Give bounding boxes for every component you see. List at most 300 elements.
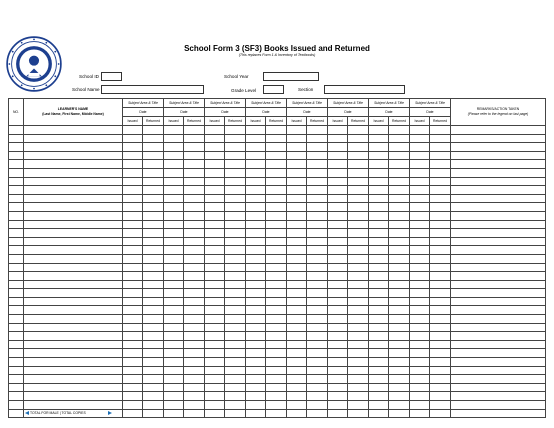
table-cell[interactable] (328, 297, 348, 306)
table-cell[interactable] (184, 126, 205, 135)
table-cell[interactable] (164, 237, 184, 246)
table-cell[interactable] (164, 186, 184, 195)
table-cell[interactable] (410, 211, 430, 220)
table-cell[interactable] (328, 315, 348, 324)
table-cell[interactable] (451, 126, 546, 135)
table-cell[interactable] (389, 375, 410, 384)
table-cell[interactable] (184, 160, 205, 169)
table-cell[interactable] (143, 134, 164, 143)
table-cell[interactable] (348, 340, 369, 349)
table-cell[interactable] (307, 375, 328, 384)
table-cell[interactable] (266, 177, 287, 186)
table-cell[interactable] (389, 143, 410, 152)
table-cell[interactable] (184, 297, 205, 306)
table-cell[interactable] (266, 151, 287, 160)
table-cell[interactable] (164, 340, 184, 349)
table-cell[interactable] (123, 134, 143, 143)
table-cell[interactable] (430, 306, 451, 315)
table-cell[interactable] (9, 134, 24, 143)
table-cell[interactable] (225, 168, 246, 177)
table-cell[interactable] (369, 186, 389, 195)
table-cell[interactable] (143, 177, 164, 186)
table-cell[interactable] (410, 332, 430, 341)
table-cell[interactable] (348, 126, 369, 135)
table-cell[interactable] (164, 272, 184, 281)
table-cell[interactable] (348, 143, 369, 152)
table-cell[interactable] (430, 263, 451, 272)
table-cell[interactable] (24, 289, 123, 298)
table-cell[interactable] (430, 392, 451, 401)
table-cell[interactable] (287, 315, 307, 324)
table-cell[interactable] (225, 375, 246, 384)
table-cell[interactable] (307, 401, 328, 410)
table-cell[interactable] (225, 315, 246, 324)
table-cell[interactable] (287, 289, 307, 298)
table-cell[interactable] (307, 134, 328, 143)
table-cell[interactable] (9, 340, 24, 349)
table-cell[interactable] (287, 229, 307, 238)
table-cell[interactable] (205, 358, 225, 367)
table-cell[interactable] (9, 332, 24, 341)
table-cell[interactable] (451, 332, 546, 341)
table-cell[interactable] (123, 263, 143, 272)
table-cell[interactable] (184, 272, 205, 281)
table-cell[interactable] (184, 203, 205, 212)
table-cell[interactable] (123, 186, 143, 195)
table-cell[interactable] (246, 246, 266, 255)
table-cell[interactable] (205, 220, 225, 229)
table-cell[interactable] (9, 203, 24, 212)
table-cell[interactable] (307, 194, 328, 203)
table-cell[interactable] (24, 254, 123, 263)
table-cell[interactable] (410, 340, 430, 349)
table-cell[interactable] (143, 289, 164, 298)
table-cell[interactable] (24, 126, 123, 135)
table-cell[interactable] (348, 332, 369, 341)
table-cell[interactable] (369, 392, 389, 401)
table-cell[interactable] (24, 177, 123, 186)
table-cell[interactable] (123, 126, 143, 135)
table-cell[interactable] (266, 237, 287, 246)
table-cell[interactable] (307, 143, 328, 152)
table-cell[interactable] (451, 315, 546, 324)
table-cell[interactable] (164, 375, 184, 384)
table-cell[interactable] (164, 211, 184, 220)
table-cell[interactable] (24, 315, 123, 324)
table-cell[interactable] (389, 177, 410, 186)
table-cell[interactable] (266, 263, 287, 272)
table-cell[interactable] (328, 375, 348, 384)
table-cell[interactable] (205, 315, 225, 324)
table-cell[interactable] (451, 280, 546, 289)
table-cell[interactable] (430, 349, 451, 358)
table-cell[interactable] (369, 401, 389, 410)
table-cell[interactable] (430, 315, 451, 324)
table-cell[interactable] (24, 229, 123, 238)
table-cell[interactable] (430, 401, 451, 410)
table-cell[interactable] (430, 375, 451, 384)
table-cell[interactable] (307, 177, 328, 186)
table-cell[interactable] (205, 237, 225, 246)
table-cell[interactable] (205, 306, 225, 315)
table-cell[interactable] (9, 383, 24, 392)
table-cell[interactable] (9, 349, 24, 358)
table-cell[interactable] (246, 375, 266, 384)
table-cell[interactable] (430, 168, 451, 177)
table-cell[interactable] (205, 194, 225, 203)
table-cell[interactable] (143, 383, 164, 392)
table-cell[interactable] (348, 306, 369, 315)
table-cell[interactable] (410, 272, 430, 281)
table-cell[interactable] (348, 392, 369, 401)
table-cell[interactable] (205, 332, 225, 341)
table-cell[interactable] (205, 151, 225, 160)
table-cell[interactable] (451, 254, 546, 263)
table-cell[interactable] (266, 168, 287, 177)
table-cell[interactable] (389, 151, 410, 160)
table-cell[interactable] (348, 237, 369, 246)
table-cell[interactable] (9, 263, 24, 272)
table-cell[interactable] (205, 246, 225, 255)
table-cell[interactable] (307, 315, 328, 324)
table-cell[interactable] (143, 246, 164, 255)
table-cell[interactable] (287, 383, 307, 392)
table-cell[interactable] (266, 332, 287, 341)
table-cell[interactable] (410, 246, 430, 255)
table-cell[interactable] (389, 383, 410, 392)
table-cell[interactable] (164, 229, 184, 238)
table-cell[interactable] (24, 297, 123, 306)
table-cell[interactable] (328, 194, 348, 203)
table-cell[interactable] (164, 143, 184, 152)
table-cell[interactable] (410, 366, 430, 375)
table-cell[interactable] (287, 186, 307, 195)
table-cell[interactable] (9, 246, 24, 255)
table-cell[interactable] (246, 358, 266, 367)
table-cell[interactable] (246, 203, 266, 212)
table-cell[interactable] (184, 211, 205, 220)
table-cell[interactable] (24, 340, 123, 349)
table-cell[interactable] (24, 143, 123, 152)
table-cell[interactable] (389, 126, 410, 135)
table-cell[interactable] (266, 194, 287, 203)
table-cell[interactable] (9, 392, 24, 401)
table-cell[interactable] (307, 306, 328, 315)
table-cell[interactable] (389, 315, 410, 324)
table-cell[interactable] (389, 323, 410, 332)
table-cell[interactable] (389, 358, 410, 367)
table-cell[interactable] (9, 375, 24, 384)
table-cell[interactable] (123, 160, 143, 169)
table-cell[interactable] (246, 168, 266, 177)
table-cell[interactable] (205, 211, 225, 220)
table-cell[interactable] (369, 315, 389, 324)
table-cell[interactable] (164, 220, 184, 229)
table-cell[interactable] (24, 280, 123, 289)
table-cell[interactable] (410, 263, 430, 272)
table-cell[interactable] (246, 383, 266, 392)
table-cell[interactable] (307, 229, 328, 238)
table-cell[interactable] (369, 263, 389, 272)
table-cell[interactable] (266, 383, 287, 392)
table-cell[interactable] (24, 263, 123, 272)
table-cell[interactable] (225, 306, 246, 315)
table-cell[interactable] (24, 160, 123, 169)
table-cell[interactable] (369, 366, 389, 375)
table-cell[interactable] (24, 366, 123, 375)
table-cell[interactable] (164, 383, 184, 392)
table-cell[interactable] (430, 383, 451, 392)
table-cell[interactable] (225, 194, 246, 203)
table-cell[interactable] (184, 143, 205, 152)
table-cell[interactable] (164, 323, 184, 332)
table-cell[interactable] (307, 340, 328, 349)
table-cell[interactable] (451, 401, 546, 410)
table-cell[interactable] (369, 254, 389, 263)
table-cell[interactable] (307, 246, 328, 255)
table-cell[interactable] (184, 134, 205, 143)
table-cell[interactable] (266, 375, 287, 384)
table-cell[interactable] (225, 349, 246, 358)
table-cell[interactable] (307, 280, 328, 289)
table-cell[interactable] (430, 126, 451, 135)
table-cell[interactable] (348, 151, 369, 160)
table-cell[interactable] (9, 177, 24, 186)
table-cell[interactable] (123, 323, 143, 332)
table-cell[interactable] (451, 229, 546, 238)
table-cell[interactable] (24, 168, 123, 177)
table-cell[interactable] (225, 186, 246, 195)
table-cell[interactable] (266, 306, 287, 315)
table-cell[interactable] (123, 151, 143, 160)
table-cell[interactable] (184, 177, 205, 186)
table-cell[interactable] (369, 237, 389, 246)
table-cell[interactable] (184, 151, 205, 160)
table-cell[interactable] (225, 229, 246, 238)
table-cell[interactable] (348, 375, 369, 384)
table-cell[interactable] (24, 401, 123, 410)
table-cell[interactable] (430, 272, 451, 281)
table-cell[interactable] (410, 306, 430, 315)
table-cell[interactable] (410, 168, 430, 177)
table-cell[interactable] (184, 246, 205, 255)
table-cell[interactable] (246, 297, 266, 306)
table-cell[interactable] (164, 263, 184, 272)
table-cell[interactable] (205, 289, 225, 298)
table-cell[interactable] (328, 280, 348, 289)
table-cell[interactable] (9, 194, 24, 203)
table-cell[interactable] (328, 358, 348, 367)
table-cell[interactable] (184, 349, 205, 358)
table-cell[interactable] (328, 263, 348, 272)
table-cell[interactable] (9, 297, 24, 306)
section-field[interactable] (324, 85, 405, 94)
table-cell[interactable] (287, 358, 307, 367)
table-cell[interactable] (225, 401, 246, 410)
table-cell[interactable] (348, 160, 369, 169)
table-cell[interactable] (389, 194, 410, 203)
table-cell[interactable] (143, 229, 164, 238)
table-cell[interactable] (164, 203, 184, 212)
table-cell[interactable] (410, 194, 430, 203)
table-cell[interactable] (266, 280, 287, 289)
table-cell[interactable] (184, 392, 205, 401)
table-cell[interactable] (307, 366, 328, 375)
table-cell[interactable] (451, 263, 546, 272)
table-cell[interactable] (348, 289, 369, 298)
table-cell[interactable] (410, 375, 430, 384)
table-cell[interactable] (410, 134, 430, 143)
table-cell[interactable] (123, 375, 143, 384)
table-cell[interactable] (287, 194, 307, 203)
table-cell[interactable] (287, 254, 307, 263)
table-cell[interactable] (9, 315, 24, 324)
table-cell[interactable] (205, 254, 225, 263)
table-cell[interactable] (164, 306, 184, 315)
table-cell[interactable] (369, 280, 389, 289)
table-cell[interactable] (389, 306, 410, 315)
table-cell[interactable] (430, 366, 451, 375)
table-cell[interactable] (451, 383, 546, 392)
table-cell[interactable] (410, 237, 430, 246)
table-cell[interactable] (184, 254, 205, 263)
table-cell[interactable] (287, 134, 307, 143)
table-cell[interactable] (307, 289, 328, 298)
table-cell[interactable] (246, 194, 266, 203)
table-cell[interactable] (348, 177, 369, 186)
table-cell[interactable] (307, 237, 328, 246)
table-cell[interactable] (164, 392, 184, 401)
table-cell[interactable] (143, 392, 164, 401)
table-cell[interactable] (143, 340, 164, 349)
table-cell[interactable] (451, 272, 546, 281)
table-cell[interactable] (451, 289, 546, 298)
table-cell[interactable] (451, 366, 546, 375)
table-cell[interactable] (143, 194, 164, 203)
table-cell[interactable] (164, 280, 184, 289)
table-cell[interactable] (164, 401, 184, 410)
table-cell[interactable] (225, 323, 246, 332)
table-cell[interactable] (184, 358, 205, 367)
table-cell[interactable] (389, 246, 410, 255)
table-cell[interactable] (246, 237, 266, 246)
table-cell[interactable] (389, 203, 410, 212)
table-cell[interactable] (123, 315, 143, 324)
table-cell[interactable] (205, 340, 225, 349)
table-cell[interactable] (205, 349, 225, 358)
table-cell[interactable] (287, 366, 307, 375)
table-cell[interactable] (266, 143, 287, 152)
table-cell[interactable] (184, 168, 205, 177)
table-cell[interactable] (9, 323, 24, 332)
table-cell[interactable] (9, 143, 24, 152)
table-cell[interactable] (143, 315, 164, 324)
table-cell[interactable] (205, 375, 225, 384)
table-cell[interactable] (123, 272, 143, 281)
table-cell[interactable] (430, 177, 451, 186)
table-cell[interactable] (307, 151, 328, 160)
table-cell[interactable] (307, 272, 328, 281)
table-cell[interactable] (369, 126, 389, 135)
table-cell[interactable] (9, 126, 24, 135)
table-cell[interactable] (164, 126, 184, 135)
table-cell[interactable] (205, 392, 225, 401)
table-cell[interactable] (246, 323, 266, 332)
table-cell[interactable] (348, 297, 369, 306)
table-cell[interactable] (246, 306, 266, 315)
table-cell[interactable] (389, 332, 410, 341)
table-cell[interactable] (287, 280, 307, 289)
table-cell[interactable] (143, 151, 164, 160)
table-cell[interactable] (266, 126, 287, 135)
table-cell[interactable] (451, 203, 546, 212)
table-cell[interactable] (369, 297, 389, 306)
table-cell[interactable] (410, 289, 430, 298)
table-cell[interactable] (266, 220, 287, 229)
table-cell[interactable] (348, 323, 369, 332)
table-cell[interactable] (348, 401, 369, 410)
table-cell[interactable] (307, 160, 328, 169)
table-cell[interactable] (410, 280, 430, 289)
table-cell[interactable] (430, 323, 451, 332)
table-cell[interactable] (451, 186, 546, 195)
table-cell[interactable] (24, 220, 123, 229)
table-cell[interactable] (307, 349, 328, 358)
table-cell[interactable] (389, 401, 410, 410)
table-cell[interactable] (369, 134, 389, 143)
table-cell[interactable] (123, 340, 143, 349)
table-cell[interactable] (287, 160, 307, 169)
table-cell[interactable] (123, 401, 143, 410)
table-cell[interactable] (348, 168, 369, 177)
table-cell[interactable] (410, 315, 430, 324)
table-cell[interactable] (328, 177, 348, 186)
table-cell[interactable] (225, 151, 246, 160)
table-cell[interactable] (24, 211, 123, 220)
table-cell[interactable] (143, 126, 164, 135)
table-cell[interactable] (123, 254, 143, 263)
table-cell[interactable] (328, 168, 348, 177)
table-cell[interactable] (307, 358, 328, 367)
table-cell[interactable] (266, 297, 287, 306)
table-cell[interactable] (123, 366, 143, 375)
table-cell[interactable] (389, 254, 410, 263)
table-cell[interactable] (307, 168, 328, 177)
table-cell[interactable] (348, 203, 369, 212)
table-cell[interactable] (9, 289, 24, 298)
table-cell[interactable] (143, 263, 164, 272)
table-cell[interactable] (410, 323, 430, 332)
table-cell[interactable] (143, 280, 164, 289)
table-cell[interactable] (328, 392, 348, 401)
table-cell[interactable] (328, 349, 348, 358)
table-cell[interactable] (389, 229, 410, 238)
table-cell[interactable] (451, 177, 546, 186)
table-cell[interactable] (430, 289, 451, 298)
table-cell[interactable] (369, 151, 389, 160)
table-cell[interactable] (369, 272, 389, 281)
table-cell[interactable] (369, 220, 389, 229)
arrow-left-icon[interactable] (25, 411, 29, 415)
table-cell[interactable] (164, 246, 184, 255)
table-cell[interactable] (389, 366, 410, 375)
table-cell[interactable] (24, 392, 123, 401)
table-cell[interactable] (184, 401, 205, 410)
table-cell[interactable] (143, 160, 164, 169)
table-cell[interactable] (328, 246, 348, 255)
table-cell[interactable] (389, 392, 410, 401)
table-cell[interactable] (266, 366, 287, 375)
